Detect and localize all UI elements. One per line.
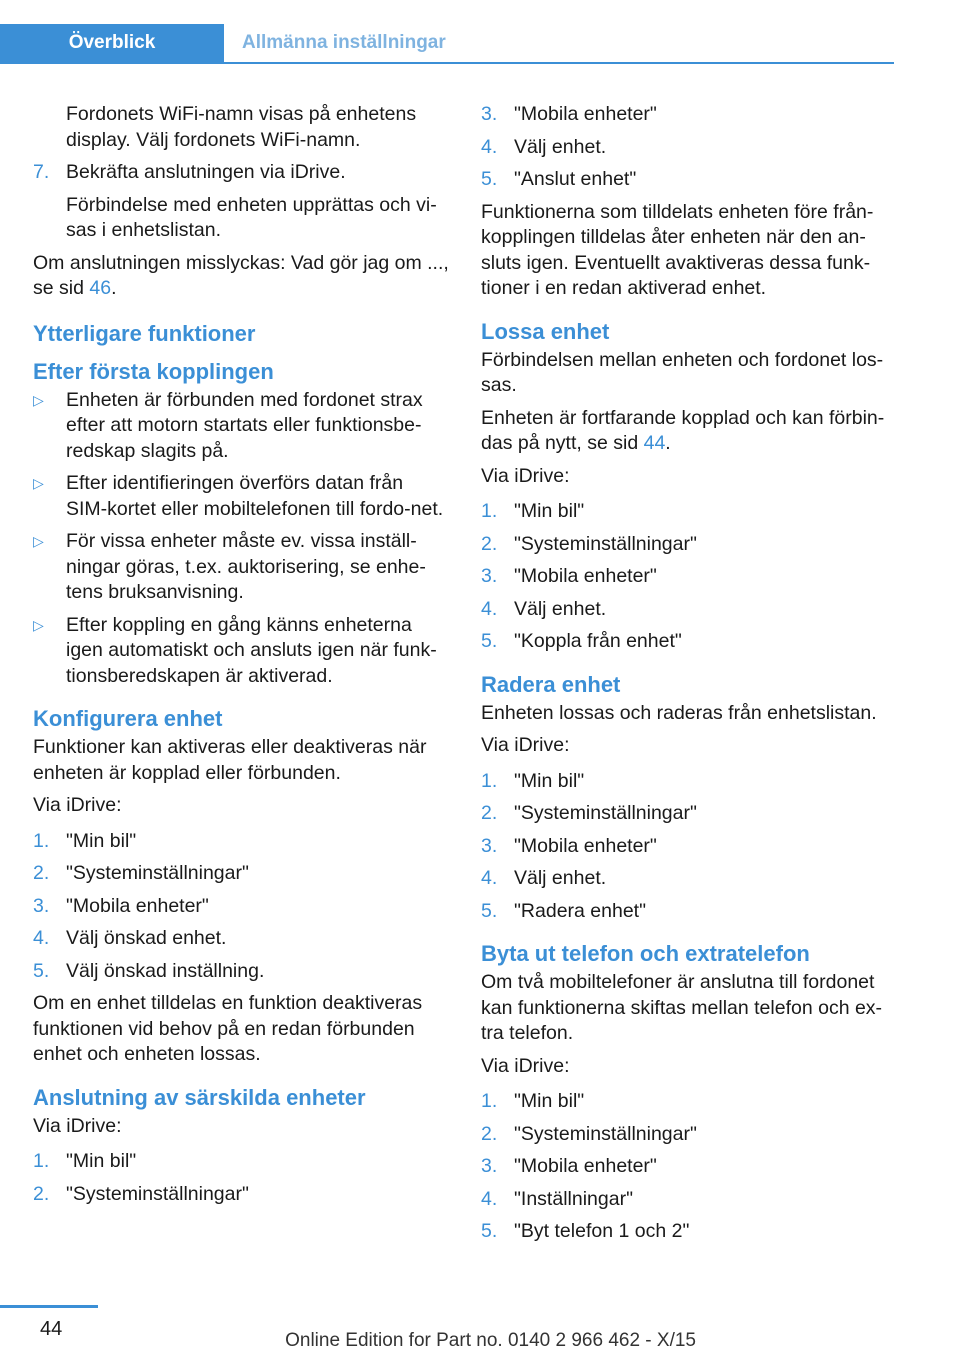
list-item bbox=[481, 899, 897, 925]
list-text: "Min bil" bbox=[66, 829, 137, 852]
list-text: "Mobila enheter" bbox=[514, 1155, 657, 1177]
list-text: Bekräfta anslutningen via iDrive. bbox=[66, 161, 346, 183]
page-link[interactable]: 44 bbox=[643, 432, 666, 454]
bullet-text: För vissa enheter måste ev. vissa inställ-ningar göras, t.ex. auktorisering, se enhe-tens bruksanvisning. bbox=[66, 530, 426, 603]
bullet-text: Efter identifieringen överförs datan från SIM-kortet eller mobiltelefonen till fordo-net. bbox=[66, 472, 444, 520]
list-number: 5. bbox=[481, 630, 498, 652]
list-number: 4. bbox=[33, 927, 50, 949]
list-text: "Min bil" bbox=[514, 769, 585, 792]
paragraph: Fordonets WiFi-namn visas på enhetens display. Välj fordonets WiFi-namn. bbox=[66, 103, 417, 151]
numbered-list bbox=[481, 499, 897, 655]
paragraph bbox=[33, 251, 449, 302]
list-text: Välj enhet. bbox=[514, 597, 607, 620]
bullet-item bbox=[33, 388, 449, 465]
paragraph: Funktionerna som tilldelats enheten före från-kopplingen tilldelas åter enheten när den an-sluts igen. Eventuellt avaktiveras dessa funk-tioner i en redan aktiverad enhet. bbox=[481, 200, 874, 299]
list-item bbox=[481, 564, 897, 590]
list-number: 1. bbox=[33, 1150, 50, 1172]
paragraph-text: . bbox=[665, 432, 671, 454]
list-text: "Anslut enhet" bbox=[514, 168, 637, 190]
list-text: "Systeminställningar" bbox=[514, 802, 697, 824]
page-link[interactable]: 46 bbox=[89, 277, 112, 299]
list-item bbox=[481, 167, 897, 193]
tab-allmanna-installningar[interactable]: Allmänna inställningar bbox=[242, 32, 446, 53]
list-item bbox=[33, 894, 449, 920]
list-text: "Systeminställningar" bbox=[66, 862, 249, 884]
footer-edition: Online Edition for Part no. 0140 2 966 462 - X/15 bbox=[285, 1330, 696, 1351]
list-number: 3. bbox=[481, 1155, 498, 1177]
triangle-bullet-icon: ▷ bbox=[33, 616, 44, 633]
list-number: 1. bbox=[481, 1090, 498, 1112]
triangle-bullet-icon: ▷ bbox=[33, 475, 44, 491]
triangle-bullet-icon: ▷ bbox=[33, 533, 44, 549]
bullet-item bbox=[33, 529, 449, 606]
left-column bbox=[33, 102, 449, 1214]
list-text: "Mobila enheter" bbox=[66, 894, 209, 917]
list-item bbox=[481, 499, 897, 525]
list-text: Välj enhet. bbox=[514, 867, 607, 889]
paragraph-text: Enheten är fortfarande kopplad och kan förbin-das på nytt, se sid bbox=[481, 406, 885, 454]
bullet-item bbox=[33, 613, 449, 690]
paragraph bbox=[481, 406, 897, 457]
list-number: 3. bbox=[33, 894, 50, 917]
tab-overblick[interactable]: Överblick bbox=[0, 24, 224, 62]
list-number: 5. bbox=[481, 168, 498, 190]
list-text: "Systeminställningar" bbox=[514, 1122, 697, 1145]
list-item bbox=[481, 801, 897, 827]
list-text: "Inställningar" bbox=[514, 1187, 633, 1210]
bullet-item bbox=[33, 471, 449, 522]
list-item bbox=[481, 834, 897, 860]
list-item bbox=[481, 866, 897, 892]
list-number: 1. bbox=[481, 769, 498, 792]
paragraph: Funktioner kan aktiveras eller deaktiveras när enheten är kopplad eller förbunden. bbox=[33, 736, 427, 784]
subsection-heading: Efter första kopplingen bbox=[33, 358, 274, 384]
paragraph: Via iDrive: bbox=[481, 464, 570, 487]
paragraph: Förbindelsen mellan enheten och fordonet los-sas. bbox=[481, 348, 884, 396]
triangle-bullet-icon: ▷ bbox=[33, 391, 44, 408]
list-item bbox=[33, 1182, 449, 1208]
list-item bbox=[33, 1149, 449, 1175]
list-item bbox=[33, 160, 449, 186]
header-tabs bbox=[0, 24, 894, 64]
list-item bbox=[481, 532, 897, 558]
list-number: 2. bbox=[33, 1182, 50, 1205]
list-item bbox=[481, 597, 897, 623]
bullet-text: Enheten är förbunden med fordonet strax efter att motorn startats eller funktionsbe-redskap slagits på. bbox=[66, 388, 423, 462]
subsection-heading: Byta ut telefon och extratelefon bbox=[481, 941, 810, 966]
list-item bbox=[481, 629, 897, 655]
list-number: 3. bbox=[481, 103, 498, 125]
list-item bbox=[481, 1187, 897, 1213]
paragraph: Om två mobiltelefoner är anslutna till fordonet kan funktionerna skiftas mellan telefon och ex-tra telefon. bbox=[481, 971, 883, 1044]
list-number: 4. bbox=[481, 135, 498, 158]
paragraph: Via iDrive: bbox=[33, 794, 122, 816]
numbered-list bbox=[481, 1089, 897, 1245]
list-item bbox=[33, 926, 449, 952]
subsection-heading: Anslutning av särskilda enheter bbox=[33, 1084, 366, 1110]
list-text: "Systeminställningar" bbox=[514, 532, 697, 555]
list-item bbox=[481, 769, 897, 795]
list-number: 2. bbox=[481, 532, 498, 555]
list-item bbox=[33, 861, 449, 887]
paragraph: Via iDrive: bbox=[481, 734, 570, 756]
list-number: 1. bbox=[33, 829, 50, 852]
list-text: "Min bil" bbox=[514, 1090, 585, 1112]
subsection-heading: Radera enhet bbox=[481, 671, 621, 697]
list-text: "Min bil" bbox=[66, 1150, 137, 1172]
paragraph: Via iDrive: bbox=[481, 1054, 570, 1077]
list-item bbox=[481, 1219, 897, 1245]
list-number: 4. bbox=[481, 867, 498, 889]
list-number: 2. bbox=[481, 802, 498, 824]
list-text: "Koppla från enhet" bbox=[514, 630, 682, 652]
list-number: 5. bbox=[33, 959, 50, 982]
numbered-list bbox=[481, 769, 897, 925]
paragraph-text: . bbox=[111, 277, 117, 299]
list-item bbox=[481, 1154, 897, 1180]
list-number: 3. bbox=[481, 834, 498, 857]
list-text: "Min bil" bbox=[514, 500, 585, 522]
bullet-text: Efter koppling en gång känns enheterna igen automatiskt och ansluts igen när funk-tionsberedskapen är aktiverad. bbox=[66, 613, 437, 687]
paragraph: Enheten lossas och raderas från enhetslistan. bbox=[481, 701, 877, 724]
list-number: 5. bbox=[481, 1220, 498, 1242]
list-item bbox=[481, 1122, 897, 1148]
list-text: Välj enhet. bbox=[514, 135, 607, 158]
numbered-list bbox=[33, 1149, 449, 1207]
list-text: "Systeminställningar" bbox=[66, 1182, 249, 1205]
numbered-list bbox=[33, 829, 449, 985]
list-number: 5. bbox=[481, 899, 498, 922]
numbered-list bbox=[481, 102, 897, 193]
list-text: "Mobila enheter" bbox=[514, 565, 657, 587]
list-number: 4. bbox=[481, 1187, 498, 1210]
section-heading: Ytterligare funktioner bbox=[33, 320, 256, 346]
list-text: Välj önskad enhet. bbox=[66, 927, 227, 949]
list-text: Välj önskad inställning. bbox=[66, 959, 265, 982]
right-column bbox=[481, 102, 897, 1252]
list-text: "Radera enhet" bbox=[514, 899, 647, 922]
list-number: 1. bbox=[481, 500, 498, 522]
list-number: 3. bbox=[481, 565, 498, 587]
page-number: 44 bbox=[40, 1318, 63, 1340]
list-item bbox=[481, 102, 897, 128]
list-number: 2. bbox=[33, 862, 50, 884]
list-item bbox=[481, 135, 897, 161]
list-number: 7. bbox=[33, 161, 50, 183]
subsection-heading: Lossa enhet bbox=[481, 318, 610, 344]
paragraph: Om en enhet tilldelas en funktion deaktiveras funktionen vid behov på en redan förbunden enhet och enheten lossas. bbox=[33, 992, 423, 1065]
paragraph: Via iDrive: bbox=[33, 1114, 122, 1137]
list-item bbox=[481, 1089, 897, 1115]
footer-divider bbox=[0, 1305, 98, 1308]
paragraph-text: Om anslutningen misslyckas: Vad gör jag om ..., se sid bbox=[33, 251, 449, 299]
list-number: 4. bbox=[481, 597, 498, 620]
list-text: "Byt telefon 1 och 2" bbox=[514, 1220, 690, 1242]
subsection-heading: Konfigurera enhet bbox=[33, 706, 223, 731]
list-item bbox=[33, 959, 449, 985]
list-text: "Mobila enheter" bbox=[514, 103, 657, 125]
list-number: 2. bbox=[481, 1122, 498, 1145]
paragraph: Förbindelse med enheten upprättas och vi-sas i enhetslistan. bbox=[66, 193, 437, 241]
list-item bbox=[33, 829, 449, 855]
list-text: "Mobila enheter" bbox=[514, 834, 657, 857]
